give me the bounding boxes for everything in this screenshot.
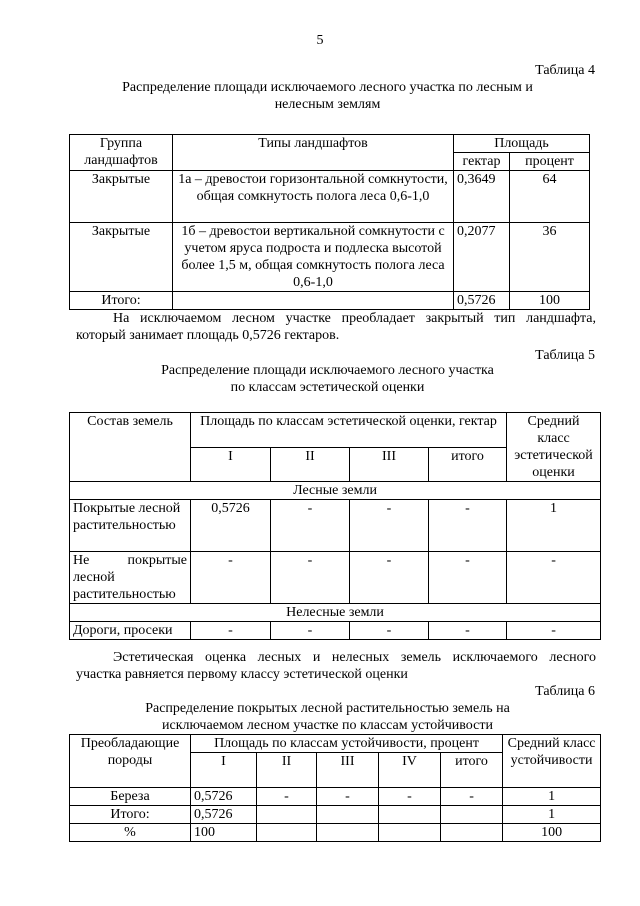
table4-header-percent: процент [510,153,590,171]
table6-cell [441,806,503,824]
table5-cell: - [350,552,429,604]
table6-header-area: Площадь по классам устойчивости, процент [191,735,503,753]
table5-label: Таблица 5 [535,348,595,363]
table-row [70,223,590,292]
table5-title-line1: Распределение площади исключаемого лесного участка [161,363,494,378]
table6-cell [257,824,317,842]
table6-header-avg: Средний класс устойчивости [503,735,601,788]
table6-title-line2: исключаемом лесном участке по классам устойчивости [162,718,493,733]
table6-header-species: Преобладающие породы [70,735,191,788]
table5-cell: - [429,500,507,552]
table5-cell-avg: - [507,622,601,640]
table4-cell-hectare: 0,2077 [454,223,510,292]
table6 [69,734,601,842]
table5-row-label-rest: лесной растительностью [73,570,176,602]
table-row [70,292,590,310]
table6-cell: - [257,788,317,806]
table6-cell: 100 [191,824,257,842]
table5-cell: - [429,552,507,604]
table5-header-class-3: III [350,447,429,482]
table6-header-class-total: итого [441,753,503,788]
table5-header-area: Площадь по классам эстетической оценки, гектар [191,413,507,448]
table6-cell-avg: 100 [503,824,601,842]
table5-cell: 0,5726 [191,500,271,552]
para1-line1: На исключаемом лесном участке преобладает закрытый тип ландшафта, [113,311,596,326]
table6-header-class-1: I [191,753,257,788]
table4-cell-percent: 36 [510,223,590,292]
table4-header-types: Типы ландшафтов [173,135,454,171]
table6-cell [379,824,441,842]
table4-cell-type: 1б – древостои вертикальной сомкнутости с учетом яруса подроста и подлеска высотой более 1,5 м, общая сомкнутость полога леса 0,6-1,0 [173,223,454,292]
table4-cell-group: Закрытые [70,171,173,223]
table5-header-class-total: итого [429,447,507,482]
table5-cell-avg: 1 [507,500,601,552]
table-row [70,171,590,223]
table6-row-label: Итого: [70,806,191,824]
page-number: 5 [316,33,324,48]
table-row [70,500,601,552]
table5-row-label-b: покрытые [127,553,187,568]
para1-line2: который занимает площадь 0,5726 гектаров. [76,328,340,343]
table5-title-line2: по классам эстетической оценки [230,380,425,395]
table-row [70,552,601,604]
table5-section-forest: Лесные земли [70,482,601,500]
table6-cell: 0,5726 [191,806,257,824]
table5-section-nonforest: Нелесные земли [70,604,601,622]
table-row [70,622,601,640]
para2-line1: Эстетическая оценка лесных и нелесных земель исключаемого лесного [113,650,596,665]
table6-cell [441,824,503,842]
table6-cell-avg: 1 [503,806,601,824]
table4-total-hectare: 0,5726 [454,292,510,310]
table4-cell-type: 1а – древостои горизонтальной сомкнутости, общая сомкнутость полога леса 0,6-1,0 [173,171,454,223]
table6-cell: - [379,788,441,806]
table5-header-class-2: II [271,447,350,482]
table6-header-class-3: III [317,753,379,788]
table-row [70,824,601,842]
table4-header-hectare: гектар [454,153,510,171]
table6-label: Таблица 6 [535,684,595,699]
table5-cell: - [271,500,350,552]
table6-title-line1: Распределение покрытых лесной растительностью земель на [145,701,510,716]
table4-cell-hectare: 0,3649 [454,171,510,223]
table4 [69,134,590,310]
table5-cell: - [191,622,271,640]
table4-title-line2: нелесным землям [274,97,381,112]
table5-cell: - [271,552,350,604]
table4-cell-percent: 64 [510,171,590,223]
table6-header-class-4: IV [379,753,441,788]
table5-cell: - [350,500,429,552]
table6-cell-avg: 1 [503,788,601,806]
table6-cell [379,806,441,824]
table5-cell-avg: - [507,552,601,604]
table6-cell: - [441,788,503,806]
table5-row-label: Покрытые лесной растительностью [70,500,191,552]
table5-cell: - [191,552,271,604]
table6-cell: - [317,788,379,806]
table5-row-label [70,552,191,604]
table-row [70,806,601,824]
table5-row-label-a: Не [73,553,90,568]
table6-cell [317,806,379,824]
table5-cell: - [429,622,507,640]
table5 [69,412,601,640]
table4-total-percent: 100 [510,292,590,310]
table4-total-label: Итого: [70,292,173,310]
table4-header-group: Группа ландшафтов [70,135,173,171]
table5-header-class-1: I [191,447,271,482]
table4-label: Таблица 4 [535,63,595,78]
table4-title-line1: Распределение площади исключаемого лесного участка по лесным и [122,80,533,95]
table-row [70,788,601,806]
table6-row-label: Береза [70,788,191,806]
table6-cell: 0,5726 [191,788,257,806]
table6-cell [257,806,317,824]
table5-cell: - [350,622,429,640]
table5-cell: - [271,622,350,640]
table4-header-area: Площадь [454,135,590,153]
table6-header-class-2: II [257,753,317,788]
table6-row-label: % [70,824,191,842]
table6-cell [317,824,379,842]
para2-line2: участка равняется первому классу эстетической оценки [76,667,408,682]
table5-header-composition: Состав земель [70,413,191,482]
table5-header-avg: Средний класс эстетической оценки [507,413,601,482]
table5-row-label: Дороги, просеки [70,622,191,640]
table4-cell-group: Закрытые [70,223,173,292]
